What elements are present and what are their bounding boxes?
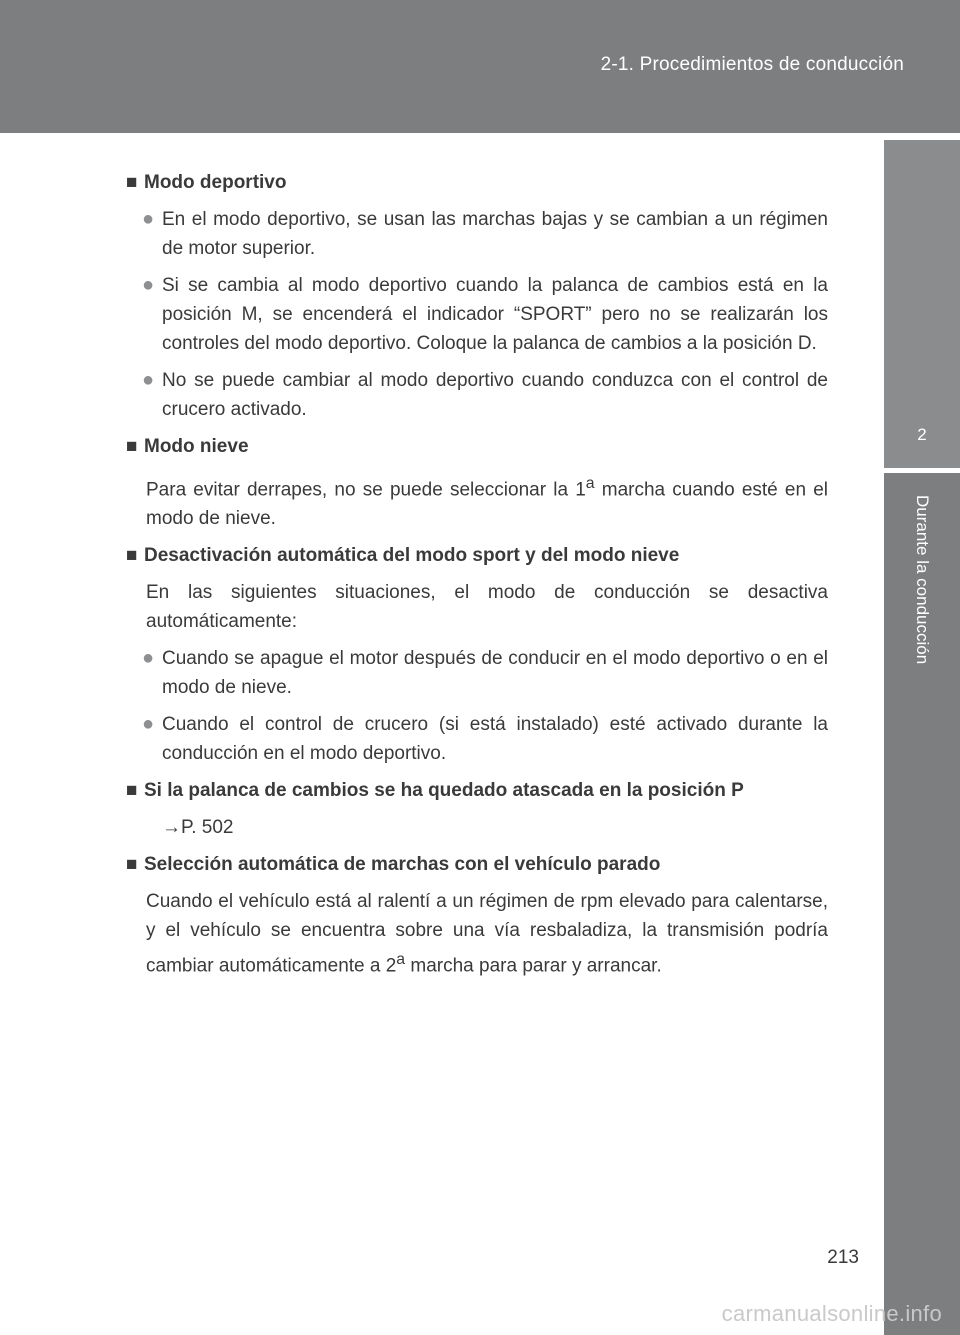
heading-modo-deportivo: ■ Modo deportivo — [126, 168, 828, 197]
circle-bullet-icon: ● — [142, 713, 155, 736]
chapter-label: Durante la conducción — [913, 495, 932, 665]
circle-bullet-icon: ● — [142, 208, 155, 230]
arrow-right-icon: → — [162, 817, 181, 839]
page-number: 213 — [827, 1247, 859, 1268]
watermark: carmanualsonline.info — [721, 1301, 942, 1326]
list-item: ● Si se cambia al modo deportivo cuando la palanca de cambios está en la posición M, se encenderá el indicador “SPORT” pero no se realizarán los controles del modo deportivo. Coloque la palanca de cambios a la posición D. — [142, 271, 828, 358]
header-band — [0, 0, 960, 133]
chapter-tab-top — [884, 140, 960, 468]
square-bullet-icon: ■ — [126, 172, 138, 193]
paragraph-desactivacion: En las siguientes situaciones, el modo de conducción se desactiva automáticamente: — [146, 582, 828, 633]
page-content — [126, 168, 828, 989]
square-bullet-icon: ■ — [126, 854, 138, 876]
list-item: ● Cuando el control de crucero (si está instalado) esté activado durante la conducción en el modo deportivo. — [142, 710, 828, 768]
heading-palanca-atascada: ■ Si la palanca de cambios se ha quedado atascada en la posición P — [126, 776, 828, 805]
list-item: ● En el modo deportivo, se usan las marchas bajas y se cambian a un régimen de motor superior. — [142, 205, 828, 263]
circle-bullet-icon: ● — [142, 369, 155, 391]
list-item: ● Cuando se apague el motor después de conducir en el modo deportivo o en el modo de nieve. — [142, 644, 828, 702]
circle-bullet-icon: ● — [142, 647, 155, 670]
heading-modo-nieve: ■ Modo nieve — [126, 432, 828, 461]
paragraph-modo-nieve: Para evitar derrapes, no se puede seleccionar la 1$^a$ marcha cuando esté en el modo de nieve. — [146, 475, 829, 530]
list-item: ● No se puede cambiar al modo deportivo cuando conduzca con el control de crucero activado. — [142, 366, 828, 424]
heading-seleccion-automatica: ■ Selección automática de marchas con el vehículo parado — [126, 850, 828, 879]
circle-bullet-icon: ● — [142, 274, 155, 296]
section-title: 2-1. Procedimientos de conducción — [600, 54, 904, 75]
square-bullet-icon: ■ — [126, 545, 138, 567]
paragraph-seleccion-automatica: Cuando el vehículo está al ralentí a un régimen de rpm elevado para calentarse, y el vehículo se encuentra sobre una vía resbaladiza, la transmisión podría cambiar automáticamente a 2$^a$ marcha para parar y arrancar. — [146, 891, 828, 977]
chapter-number: 2 — [917, 425, 927, 444]
square-bullet-icon: ■ — [126, 780, 138, 802]
heading-desactivacion: ■ Desactivación automática del modo sport y del modo nieve — [126, 541, 828, 570]
chapter-tab — [884, 140, 960, 1335]
page-reference: →P. 502 — [162, 817, 234, 839]
square-bullet-icon: ■ — [126, 436, 138, 457]
